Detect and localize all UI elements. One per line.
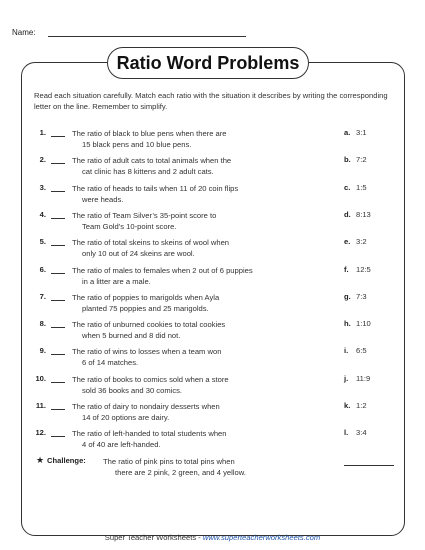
problem-text-line1: The ratio of Team Silver’s 35-point score to (72, 210, 217, 220)
page-title: Ratio Word Problems (107, 47, 309, 79)
problem-number: 2. (39, 155, 46, 165)
problem-text-line2: Team Gold’s 10-point score. (82, 221, 177, 231)
choice-ratio: 1:10 (356, 319, 371, 329)
problem-row (24, 183, 396, 205)
problem-text (72, 210, 312, 232)
choice-letter: c. (344, 182, 351, 192)
problem-text-line1: The ratio of total skeins to skeins of wool when (72, 238, 230, 248)
problem-text (72, 183, 312, 205)
choice-letter: e. (344, 237, 351, 247)
problem-text-line2: sold 36 books and 30 comics. (82, 385, 183, 395)
problem-number: 11. (35, 401, 46, 410)
problem-text-line2: 14 of 20 options are dairy. (82, 413, 170, 422)
problem-row (24, 155, 396, 177)
choice-ratio: 8:13 (356, 209, 371, 219)
challenge (36, 456, 396, 480)
problem-text (72, 401, 312, 423)
problem-text (72, 292, 312, 314)
problem-text-line1: The ratio of heads to tails when 11 of 20 coin flips (72, 183, 239, 193)
answer-line[interactable] (51, 327, 65, 328)
problem-row (24, 319, 396, 341)
problem-text-line2: were heads. (82, 194, 124, 204)
problem-text (72, 265, 312, 287)
problem-number: 12. (35, 428, 46, 438)
problem-text (72, 237, 312, 259)
problem-row (24, 128, 396, 150)
problem-row (24, 210, 396, 232)
problem-text-line1: The ratio of adult cats to total animals when the (72, 156, 232, 166)
choice-letter: i. (344, 346, 349, 356)
problem-text-line1: The ratio of books to comics sold when a store (72, 374, 229, 384)
problem-row (24, 374, 396, 396)
problem-number: 5. (39, 237, 46, 247)
problem-text-line2: 15 black pens and 10 blue pens. (82, 140, 192, 149)
challenge-label: Challenge: (47, 456, 86, 465)
problem-number: 8. (39, 319, 46, 329)
choice-letter: h. (344, 319, 351, 329)
answer-line[interactable] (51, 436, 65, 437)
problem-row (24, 265, 396, 287)
problem-row (24, 237, 396, 259)
problem-text (72, 128, 312, 150)
answer-line[interactable] (51, 300, 65, 301)
problem-number: 7. (39, 291, 46, 301)
problem-text-line1: The ratio of poppies to marigolds when Ayla (72, 292, 220, 302)
answer-line[interactable] (51, 409, 65, 410)
problem-text-line2: planted 75 poppies and 25 marigolds. (82, 303, 209, 313)
problem-text-line1: The ratio of left-handed to total students when (72, 429, 227, 439)
footer (0, 533, 425, 542)
answer-line[interactable] (51, 136, 65, 137)
answer-line[interactable] (51, 354, 65, 355)
problem-text (72, 319, 312, 341)
problem-text-line2: in a litter are a male. (82, 276, 151, 286)
choice-letter: b. (344, 155, 351, 165)
challenge-text-line1: The ratio of pink pins to total pins when (103, 457, 235, 466)
problem-text-line2: only 10 out of 24 skeins are wool. (82, 249, 195, 259)
problem-number: 4. (39, 209, 46, 219)
problem-number: 10. (35, 373, 46, 383)
problem-number: 9. (39, 346, 46, 356)
problem-text (72, 155, 312, 177)
problem-text-line1: The ratio of black to blue pens when there are (72, 129, 227, 138)
choice-letter: f. (344, 264, 349, 274)
choice-letter: a. (344, 128, 351, 137)
problem-text-line2: when 5 burned and 8 did not. (82, 331, 181, 341)
answer-line[interactable] (51, 191, 65, 192)
answer-line[interactable] (51, 273, 65, 274)
choice-ratio: 3:2 (356, 237, 367, 247)
answer-line[interactable] (51, 382, 65, 383)
challenge-answer-line[interactable] (344, 465, 394, 466)
choice-ratio: 1:5 (356, 182, 367, 192)
choice-ratio: 12:5 (356, 264, 371, 274)
footer-url[interactable]: www.superteacherworksheets.com (202, 533, 321, 542)
instructions: Read each situation carefully. Match each ratio with the situation it describes by writing the corresponding letter on the line. Remember to simplify. (34, 91, 388, 111)
problem-text-line2: 4 of 40 are left-handed. (82, 440, 161, 450)
problem-text-line1: The ratio of males to females when 2 out of 6 puppies (72, 265, 253, 275)
name-line[interactable] (48, 36, 246, 37)
choice-letter: d. (344, 209, 351, 219)
problem-row (24, 428, 396, 450)
choice-ratio: 6:5 (356, 346, 367, 356)
choice-letter: j. (344, 373, 349, 383)
choice-ratio: 7:2 (356, 155, 367, 165)
answer-line[interactable] (51, 218, 65, 219)
choice-ratio: 3:4 (356, 428, 367, 438)
footer-prefix: Super Teacher Worksheets - (104, 533, 203, 542)
star-icon: ★ (36, 455, 45, 465)
choice-ratio: 7:3 (356, 291, 367, 301)
challenge-text (103, 456, 323, 478)
problem-text (72, 346, 312, 368)
answer-line[interactable] (51, 245, 65, 246)
choice-letter: g. (344, 291, 351, 301)
problem-text-line1: The ratio of unburned cookies to total cookies (72, 320, 226, 330)
choice-ratio: 1:2 (356, 401, 367, 410)
answer-line[interactable] (51, 163, 65, 164)
problem-text-line2: 6 of 14 matches. (82, 358, 139, 368)
choice-ratio: 3:1 (356, 128, 367, 137)
problem-row (24, 292, 396, 314)
problem-row (24, 401, 396, 423)
challenge-text-line2: there are 2 pink, 2 green, and 4 yellow. (115, 468, 246, 477)
problem-text-line1: The ratio of dairy to nondairy desserts when (72, 402, 220, 411)
choice-letter: k. (344, 401, 351, 410)
problem-number: 6. (39, 264, 46, 274)
problem-text-line2: cat clinic has 8 kittens and 2 adult cats. (82, 167, 214, 177)
problem-row (24, 346, 396, 368)
problem-text (72, 374, 312, 396)
problem-text-line1: The ratio of wins to losses when a team won (72, 347, 222, 357)
problem-number: 3. (39, 182, 46, 192)
choice-letter: l. (344, 428, 349, 438)
name-label: Name: (12, 28, 36, 37)
problem-number: 1. (39, 128, 46, 137)
problem-text (72, 428, 312, 450)
choice-ratio: 11:9 (356, 373, 371, 383)
